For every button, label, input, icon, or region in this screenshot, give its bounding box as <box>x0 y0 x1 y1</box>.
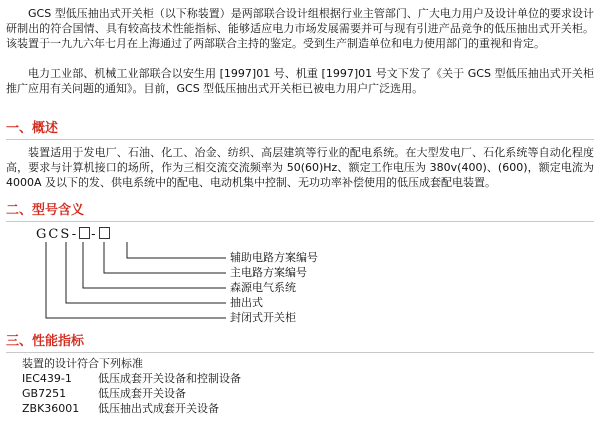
standard-desc: 低压成套开关设备 <box>98 387 186 400</box>
section-3-heading: 三、性能指标 <box>6 334 85 349</box>
leader-c <box>66 242 226 303</box>
standards-intro: 装置的设计符合下列标准 <box>22 357 143 370</box>
standard-code: IEC439-1 <box>22 372 72 385</box>
model-code-prefix: GCS- <box>36 227 79 242</box>
legend-aux-circuit: 辅助电路方案编号 <box>230 251 318 264</box>
standard-code: GB7251 <box>22 387 67 400</box>
aux-circuit-box <box>99 227 110 239</box>
intro-paragraph-2: 电力工业部、机械工业部联合以安生用 [1997]01 号、机重 [1997]01 号文下发了《关于 GCS 型低压抽出式开关柜推广应用有关问题的通知》。目前，GCS 型低压抽出式开关柜已被电力用户广泛选用。 <box>6 67 594 95</box>
standard-desc: 低压抽出式成套开关设备 <box>98 402 219 415</box>
legend-system: 森源电气系统 <box>230 281 296 294</box>
leader-s <box>83 242 226 288</box>
leader-main <box>104 242 226 273</box>
section-1-heading: 一、概述 <box>6 121 59 136</box>
legend-drawout: 抽出式 <box>230 296 263 309</box>
section-2-divider <box>6 221 594 222</box>
standard-desc: 低压成套开关设备和控制设备 <box>98 372 241 385</box>
section-1-body: 装置适用于发电厂、石油、化工、冶金、纺织、高层建筑等行业的配电系统。在大型发电厂、石化系统等自动化程度高，要求与计算机接口的场所，作为三相交流交流频率为 50(60)Hz、额定工作电压为 380v(400)、(600)，额定电流为 4000A 及以下的发、供电系统中的配电、电动机集中控制、无功功率补偿使用的低压成套配电装置。 <box>6 146 594 189</box>
intro-paragraph-1: GCS 型低压抽出式开关柜（以下称装置）是两部联合设计组根据行业主管部门、广大电力用户及设计单位的要求设计研制出的符合国情、具有较高技术性能指标、能够适应电力市场发展需要并可与现有引进产品竞争的低压抽出式开关柜。该装置于一九九六年七月在上海通过了两部联合主持的鉴定。受到生产制造单位和电力使用部门的重视和肯定。 <box>6 7 594 50</box>
model-code: GCS- - <box>36 227 111 242</box>
legend-main-circuit: 主电路方案编号 <box>230 266 307 279</box>
legend-enclosed: 封闭式开关柜 <box>230 311 296 324</box>
leader-g <box>46 242 226 318</box>
section-2-heading: 二、型号含义 <box>6 203 85 218</box>
standard-code: ZBK36001 <box>22 402 80 415</box>
leader-aux <box>127 242 226 258</box>
standard-row <box>22 387 186 401</box>
section-1-divider <box>6 139 594 140</box>
main-circuit-box <box>79 227 90 239</box>
standard-row <box>22 402 219 416</box>
section-3-divider <box>6 352 594 353</box>
standard-row <box>22 372 241 386</box>
